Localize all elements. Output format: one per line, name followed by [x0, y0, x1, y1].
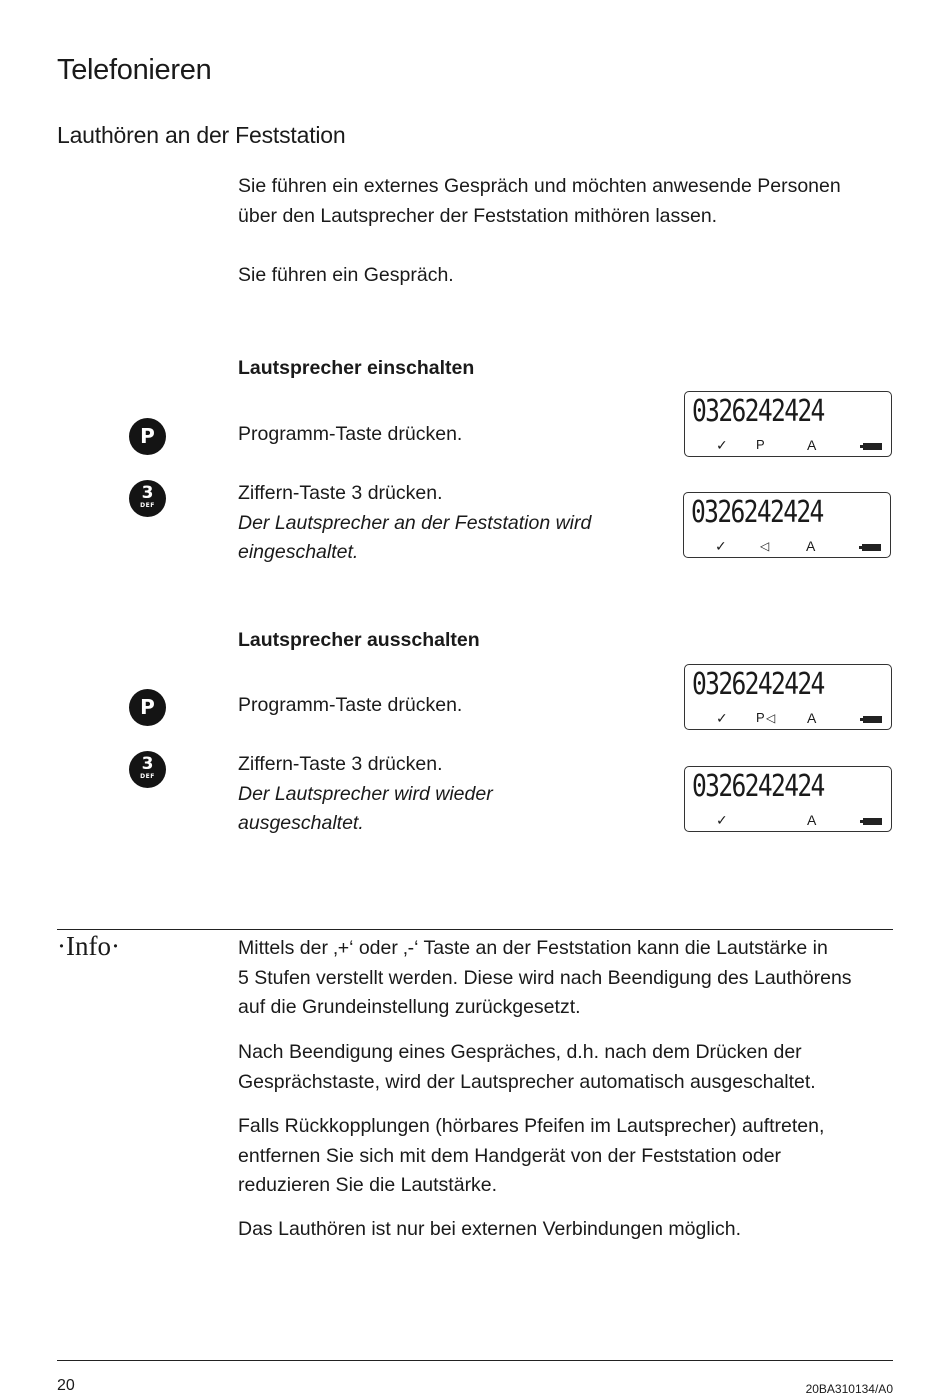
footer-divider [57, 1360, 893, 1361]
speaker-icon: ◁ [760, 539, 770, 553]
lcd-display [684, 391, 892, 457]
info-paragraph [238, 1038, 816, 1097]
info-paragraph [238, 1112, 824, 1201]
digit-3-key-icon [129, 751, 166, 788]
digit-key-label: 3 [141, 483, 154, 503]
program-key-icon [129, 689, 166, 726]
digit-key-label: 3 [141, 754, 154, 774]
lcd-number: 0326242424 [692, 394, 824, 429]
program-key-icon [129, 418, 166, 455]
lcd-accu-indicator: A [807, 437, 817, 453]
info-line: Gesprächstaste, wird der Lautsprecher automatisch ausgeschaltet. [238, 1070, 816, 1093]
step-text-block [238, 479, 591, 568]
step-result: Der Lautsprecher an der Feststation wird [238, 511, 592, 534]
section-title: Lauthören an der Feststation [57, 122, 346, 148]
step-text: Programm-Taste drücken. [238, 694, 463, 716]
page-title: Telefonieren [57, 54, 212, 86]
info-label: ·Info· [57, 931, 120, 961]
lcd-number: 0326242424 [691, 495, 823, 530]
handset-icon: ✓ [716, 437, 728, 453]
info-line: entfernen Sie sich mit dem Handgerät von der Feststation oder [238, 1144, 782, 1167]
lcd-number: 0326242424 [692, 769, 824, 804]
intro-line: Sie führen ein externes Gespräch und möchten anwesende Personen [238, 175, 841, 197]
handset-icon: ✓ [715, 538, 727, 554]
speaker-icon: ◁ [766, 711, 776, 725]
handset-icon: ✓ [716, 710, 728, 726]
step-result: eingeschaltet. [238, 541, 359, 563]
intro-line: über den Lautsprecher der Feststation mithören lassen. [238, 204, 718, 227]
battery-icon [863, 716, 882, 723]
program-key-label: P [140, 695, 155, 719]
step-text: Ziffern-Taste 3 drücken. [238, 482, 443, 504]
info-paragraph: Das Lauthören ist nur bei externen Verbindungen möglich. [238, 1218, 741, 1240]
lcd-accu-indicator: A [807, 710, 817, 726]
info-line: Mittels der ‚+‘ oder ‚-‘ Taste an der Feststation kann die Lautstärke in [238, 937, 828, 959]
step-text-block [238, 750, 493, 839]
digit-key-sublabel: DEF [140, 502, 155, 509]
battery-icon [863, 443, 882, 450]
digit-3-key-icon [129, 480, 166, 517]
page-number: 20 [57, 1377, 75, 1394]
step-result: ausgeschaltet. [238, 812, 364, 834]
battery-icon [863, 818, 882, 825]
lcd-number: 0326242424 [692, 667, 824, 702]
program-key-label: P [140, 424, 155, 448]
handset-icon: ✓ [716, 812, 728, 828]
lcd-program-indicator: P [756, 437, 765, 452]
lcd-display [684, 766, 892, 832]
subheading-off: Lautsprecher ausschalten [238, 629, 480, 651]
subheading-on: Lautsprecher einschalten [238, 357, 475, 379]
info-line: auf die Grundeinstellung zurückgesetzt. [238, 996, 581, 1018]
lcd-accu-indicator: A [807, 812, 817, 828]
info-line: 5 Stufen verstellt werden. Diese wird nach Beendigung des Lauthörens [238, 966, 852, 989]
step-result: Der Lautsprecher wird wieder [238, 782, 493, 805]
step-text: Ziffern-Taste 3 drücken. [238, 753, 443, 775]
info-paragraph [238, 934, 852, 1023]
document-code: 20BA310134/A0 [805, 1382, 893, 1396]
info-line: reduzieren Sie die Lautstärke. [238, 1174, 498, 1196]
lcd-display [683, 492, 891, 558]
divider [57, 929, 893, 930]
intro-state: Sie führen ein Gespräch. [238, 264, 454, 286]
info-line: Falls Rückkopplungen (hörbares Pfeifen im Lautsprecher) auftreten, [238, 1115, 825, 1137]
step-text: Programm-Taste drücken. [238, 423, 463, 445]
battery-icon [862, 544, 881, 551]
digit-key-sublabel: DEF [140, 773, 155, 780]
lcd-accu-indicator: A [806, 538, 816, 554]
info-line: Nach Beendigung eines Gespräches, d.h. nach dem Drücken der [238, 1041, 802, 1063]
intro-text [238, 172, 841, 231]
lcd-display [684, 664, 892, 730]
lcd-program-indicator: P [756, 710, 765, 725]
